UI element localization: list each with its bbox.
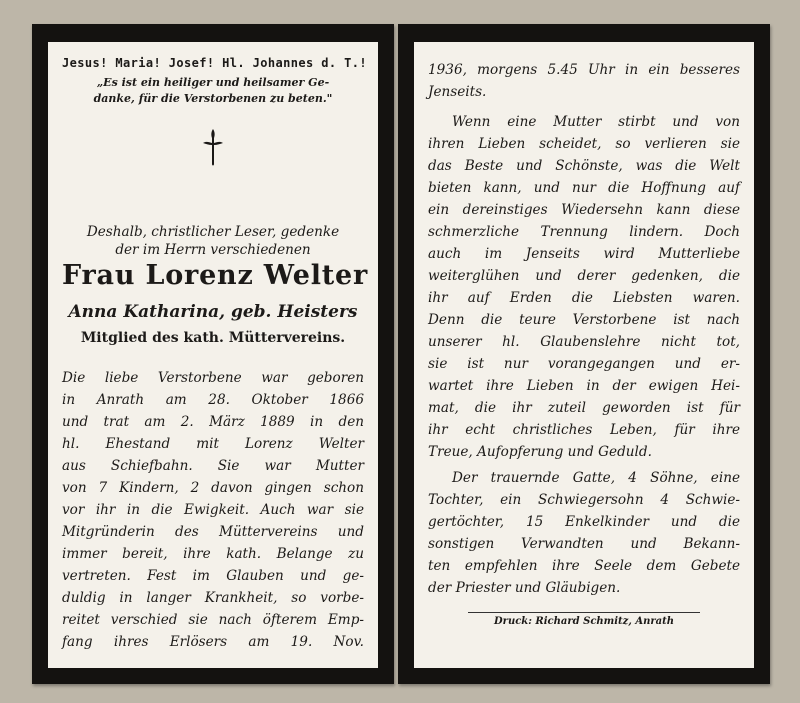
paragraph-line: unserer hl. Glaubenslehre nicht tot,	[428, 334, 740, 350]
bio-line: duldig in langer Krankheit, so vorbe-	[62, 590, 364, 606]
bio-line: vertreten. Fest im Glauben und ge-	[62, 568, 364, 584]
paragraph-line: ihren Lieben scheidet, so verlieren sie	[428, 136, 740, 152]
cross-icon	[202, 128, 224, 168]
bio-line: hl. Ehestand mit Lorenz Welter	[62, 436, 364, 452]
continuation-line: Jenseits.	[428, 84, 487, 100]
bio-line: immer bereit, ihre kath. Belange zu	[62, 546, 364, 562]
bio-line: von 7 Kindern, 2 davon gingen schon	[62, 480, 364, 496]
intro-line-2: der im Herrn verschiedenen	[115, 242, 311, 258]
paragraph-line: ein dereinstiges Wiedersehn kann diese	[428, 202, 740, 218]
paragraph-line: weiterglühen und derer gedenken, die	[428, 268, 740, 284]
paragraph-line: auch im Jenseits wird Mutterliebe	[428, 246, 740, 262]
bio-line: Mitgründerin des Müttervereins und	[62, 524, 364, 540]
paragraph-line: das Beste und Schönste, was die Welt	[428, 158, 740, 174]
paragraph-line: Treue, Aufopferung und Geduld.	[428, 444, 652, 460]
paragraph-line: mat, die ihr zuteil geworden ist für	[428, 400, 740, 416]
right-panel	[414, 42, 754, 668]
continuation-line: 1936, morgens 5.45 Uhr in ein besseres	[428, 62, 740, 78]
bio-line: in Anrath am 28. Oktober 1866	[62, 392, 364, 408]
paragraph-line: schmerzliche Trennung lindern. Doch	[428, 224, 740, 240]
left-content	[62, 42, 369, 668]
printer-credit: Druck: Richard Schmitz, Anrath	[494, 616, 674, 627]
maiden-name: Anna Katharina, geb. Heisters	[68, 302, 358, 322]
membership: Mitglied des kath. Müttervereins.	[80, 330, 346, 346]
intro-line-1: Deshalb, christlicher Leser, gedenke	[86, 224, 340, 240]
divider-rule	[468, 612, 700, 613]
deceased-name: Frau Lorenz Welter	[62, 260, 369, 291]
paragraph-line: sonstigen Verwandten und Bekann-	[428, 536, 740, 552]
paragraph-line: ten empfehlen ihre Seele dem Gebete	[428, 558, 740, 574]
header-quote-line-2: danke, für die Verstorbenen zu beten."	[93, 92, 333, 105]
paragraph-line: ihr auf Erden die Liebsten waren.	[428, 290, 740, 306]
bio-line: aus Schiefbahn. Sie war Mutter	[62, 458, 364, 474]
right-content	[428, 42, 740, 668]
paragraph-line: bieten kann, und nur die Hoffnung auf	[428, 180, 740, 196]
header-invocation: Jesus! Maria! Josef! Hl. Johannes d. T.!	[62, 56, 367, 70]
paragraph-line: Tochter, ein Schwiegersohn 4 Schwie-	[428, 492, 740, 508]
paragraph-line: Wenn eine Mutter stirbt und von	[452, 114, 740, 130]
bio-line: vor ihr in die Ewigkeit. Auch war sie	[62, 502, 364, 518]
paragraph-line: Der trauernde Gatte, 4 Söhne, eine	[452, 470, 740, 486]
right-card	[398, 24, 770, 684]
paragraph-line: Denn die teure Verstorbene ist nach	[428, 312, 740, 328]
left-card	[32, 24, 394, 684]
bio-line: reitet verschied sie nach öfterem Emp-	[62, 612, 364, 628]
bio-line: fang ihres Erlösers am 19. Nov.	[62, 634, 364, 650]
paragraph-line: sie ist nur vorangegangen und er-	[428, 356, 740, 372]
bio-line: Die liebe Verstorbene war geboren	[62, 370, 364, 386]
paragraph-line: ihr echt christliches Leben, für ihre	[428, 422, 740, 438]
paragraph-line: wartet ihre Lieben in der ewigen Hei-	[428, 378, 740, 394]
header-quote-line-1: „Es ist ein heiliger und heilsamer Ge-	[96, 76, 330, 89]
paragraph-line: der Priester und Gläubigen.	[428, 580, 621, 596]
left-panel	[48, 42, 378, 668]
bio-line: und trat am 2. März 1889 in den	[62, 414, 364, 430]
paragraph-line: gertöchter, 15 Enkelkinder und die	[428, 514, 740, 530]
